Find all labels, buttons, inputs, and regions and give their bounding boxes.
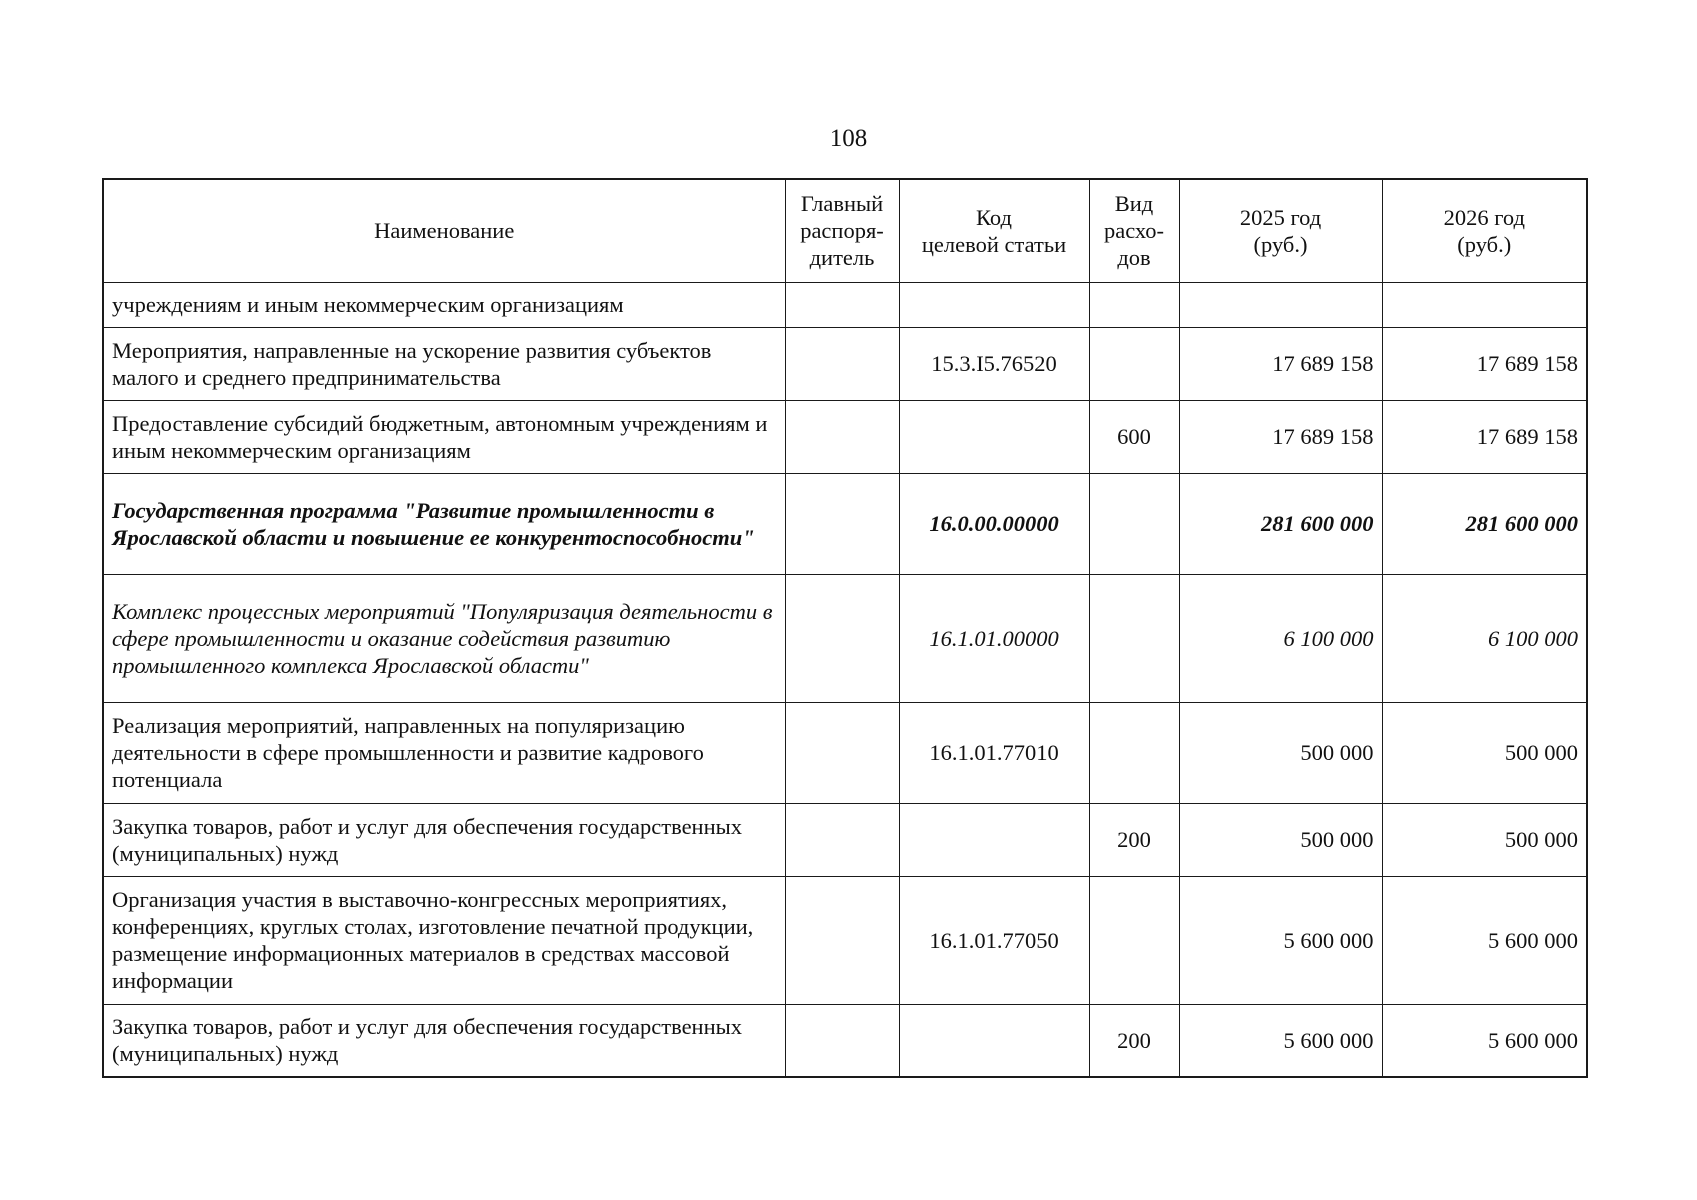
table-row — [103, 1004, 1587, 1077]
cell-2026: 5 600 000 — [1382, 1004, 1587, 1077]
cell-manager — [785, 400, 899, 473]
cell-2026: 281 600 000 — [1382, 473, 1587, 574]
table-row — [103, 803, 1587, 876]
cell-2025: 500 000 — [1179, 803, 1382, 876]
table-row — [103, 282, 1587, 327]
cell-code: 16.1.01.77050 — [899, 876, 1089, 1004]
cell-manager — [785, 473, 899, 574]
cell-type: 200 — [1089, 1004, 1179, 1077]
cell-2026: 6 100 000 — [1382, 574, 1587, 702]
cell-code: 16.1.01.77010 — [899, 702, 1089, 803]
cell-name: Государственная программа "Развитие промышленности в Ярославской области и повышение ее конкурентоспособности" — [103, 473, 785, 574]
header-2025: 2025 год (руб.) — [1179, 179, 1382, 282]
cell-name: Организация участия в выставочно-конгрессных мероприятиях, конференциях, круглых столах, изготовление печатной продукции, размещение информационных материалов в средствах массовой информации — [103, 876, 785, 1004]
cell-code — [899, 282, 1089, 327]
cell-manager — [785, 876, 899, 1004]
header-2026: 2026 год (руб.) — [1382, 179, 1587, 282]
header-code: Код целевой статьи — [899, 179, 1089, 282]
cell-2026: 5 600 000 — [1382, 876, 1587, 1004]
cell-type — [1089, 574, 1179, 702]
table-row — [103, 327, 1587, 400]
cell-2025: 17 689 158 — [1179, 327, 1382, 400]
cell-type: 600 — [1089, 400, 1179, 473]
cell-manager — [785, 1004, 899, 1077]
cell-2025 — [1179, 282, 1382, 327]
table-row — [103, 876, 1587, 1004]
cell-code — [899, 400, 1089, 473]
cell-2025: 281 600 000 — [1179, 473, 1382, 574]
page-number: 108 — [829, 125, 868, 152]
header-manager: Главный распоря- дитель — [785, 179, 899, 282]
cell-manager — [785, 702, 899, 803]
cell-type — [1089, 876, 1179, 1004]
cell-manager — [785, 574, 899, 702]
cell-type — [1089, 282, 1179, 327]
cell-type: 200 — [1089, 803, 1179, 876]
cell-name: Комплекс процессных мероприятий "Популяризация деятельности в сфере промышленности и оказание содействия развитию промышленного комплекса Ярославской области" — [103, 574, 785, 702]
cell-code: 16.0.00.00000 — [899, 473, 1089, 574]
table-body — [103, 282, 1587, 1077]
table-row — [103, 574, 1587, 702]
cell-2025: 17 689 158 — [1179, 400, 1382, 473]
cell-2025: 5 600 000 — [1179, 1004, 1382, 1077]
cell-code — [899, 803, 1089, 876]
cell-2025: 6 100 000 — [1179, 574, 1382, 702]
cell-manager — [785, 803, 899, 876]
cell-type — [1089, 473, 1179, 574]
table-row — [103, 702, 1587, 803]
table-row — [103, 400, 1587, 473]
cell-2025: 500 000 — [1179, 702, 1382, 803]
cell-manager — [785, 282, 899, 327]
cell-name: Реализация мероприятий, направленных на популяризацию деятельности в сфере промышленности и развитие кадрового потенциала — [103, 702, 785, 803]
header-type: Вид расхо- дов — [1089, 179, 1179, 282]
cell-name: Предоставление субсидий бюджетным, автономным учреждениям и иным некоммерческим организациям — [103, 400, 785, 473]
budget-table — [102, 178, 1588, 1078]
cell-code: 15.3.I5.76520 — [899, 327, 1089, 400]
cell-manager — [785, 327, 899, 400]
cell-type — [1089, 327, 1179, 400]
cell-name: Закупка товаров, работ и услуг для обеспечения государственных (муниципальных) нужд — [103, 1004, 785, 1077]
cell-name: учреждениям и иным некоммерческим организациям — [103, 282, 785, 327]
header-name: Наименование — [103, 179, 785, 282]
cell-2025: 5 600 000 — [1179, 876, 1382, 1004]
cell-2026 — [1382, 282, 1587, 327]
table-row — [103, 473, 1587, 574]
cell-name: Закупка товаров, работ и услуг для обеспечения государственных (муниципальных) нужд — [103, 803, 785, 876]
cell-2026: 17 689 158 — [1382, 400, 1587, 473]
cell-2026: 17 689 158 — [1382, 327, 1587, 400]
table-header-row — [103, 179, 1587, 282]
cell-type — [1089, 702, 1179, 803]
cell-name: Мероприятия, направленные на ускорение развития субъектов малого и среднего предпринимательства — [103, 327, 785, 400]
cell-2026: 500 000 — [1382, 702, 1587, 803]
cell-2026: 500 000 — [1382, 803, 1587, 876]
cell-code: 16.1.01.00000 — [899, 574, 1089, 702]
cell-code — [899, 1004, 1089, 1077]
